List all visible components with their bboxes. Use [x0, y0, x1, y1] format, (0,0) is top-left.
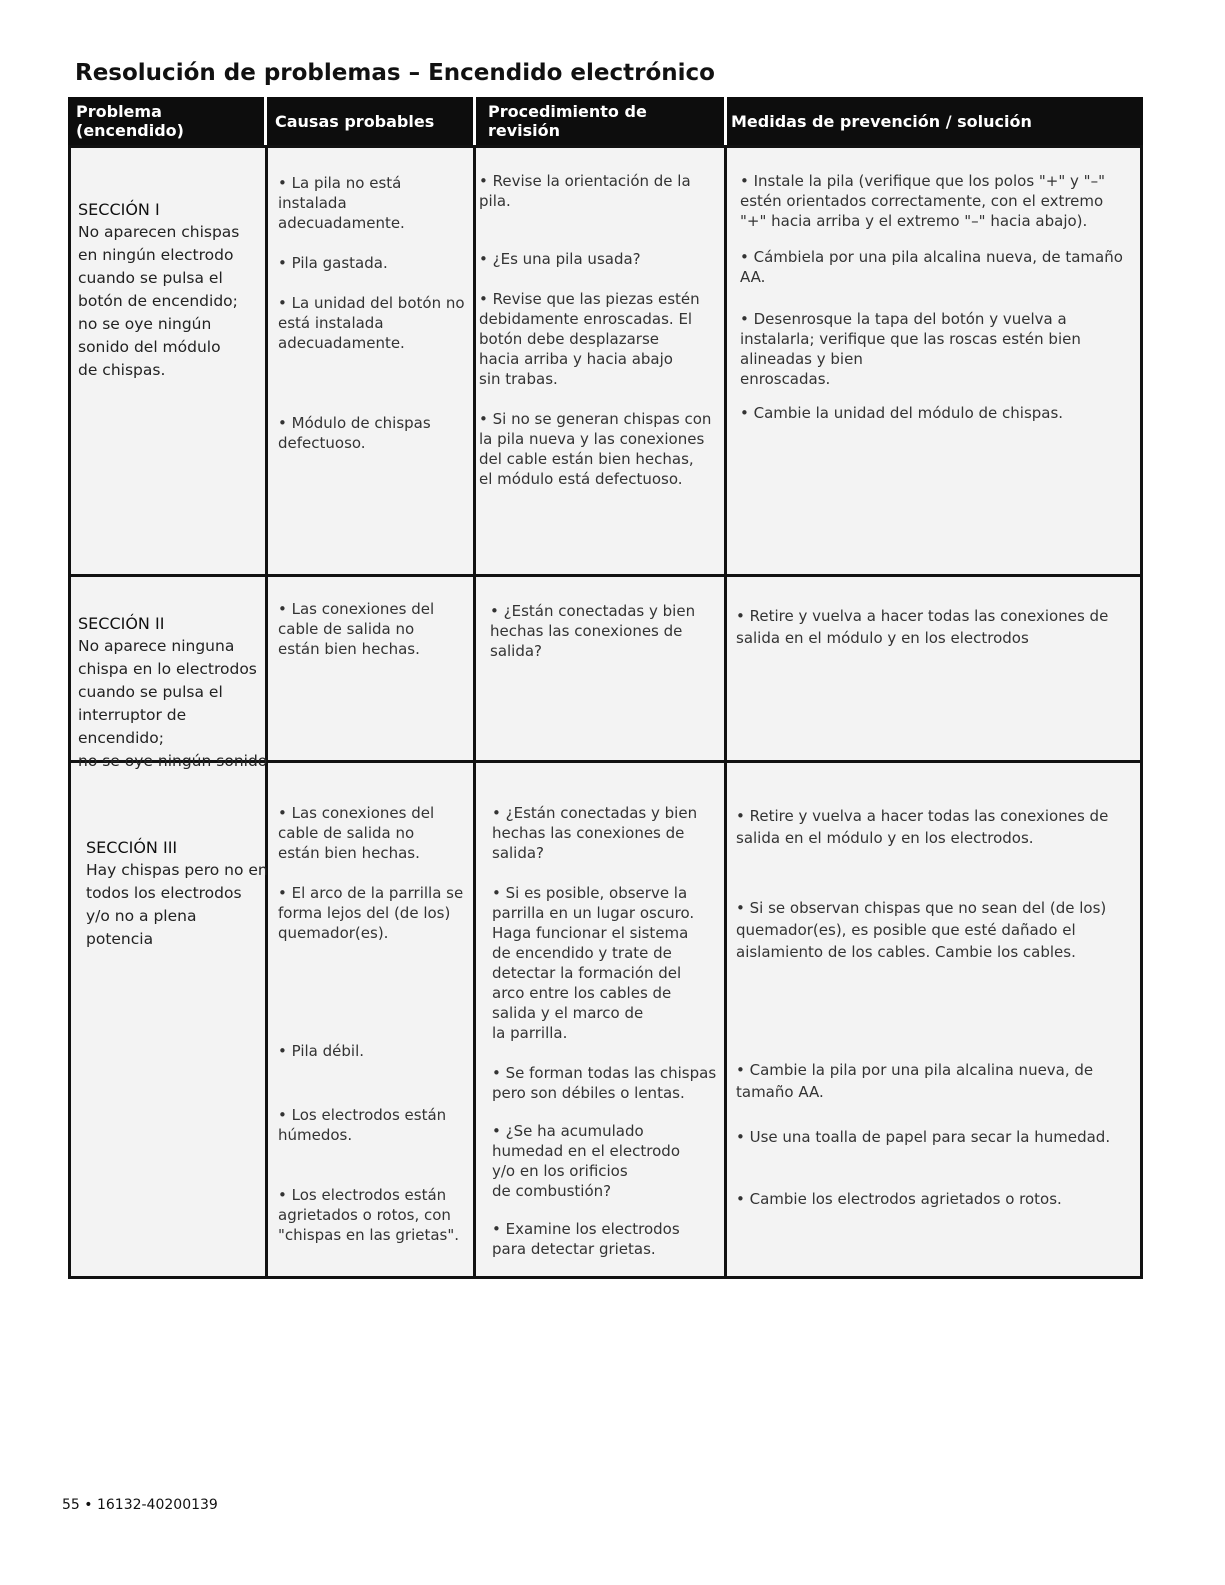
check-1-1: • Revise la orientación de la pila. [479, 171, 691, 211]
section-3-problem [86, 813, 268, 951]
cause-3-2: • El arco de la parrilla se forma lejos del (de los) quemador(es). [278, 883, 463, 943]
check-1-3: • Revise que las piezas estén debidamente enroscadas. El botón debe desplazarse hacia arriba y hacia abajo sin trabas. [479, 289, 700, 389]
section-3-title: SECCIÓN III [86, 838, 178, 857]
solution-3-1: • Retire y vuelva a hacer todas las conexiones de salida en el módulo y en los electrodos. [736, 805, 1108, 849]
header-problem: Problema (encendido) [68, 97, 264, 145]
page-footer: 55 • 16132-40200139 [62, 1497, 218, 1513]
solution-3-5: • Cambie los electrodos agrietados o rotos. [736, 1189, 1062, 1209]
cause-3-5: • Los electrodos están agrietados o rotos, con "chispas en las grietas". [278, 1185, 459, 1245]
section-1-description: No aparecen chispas en ningún electrodo cuando se pulsa el botón de encendido; no se oye ningún sonido del módulo de chispas. [78, 223, 240, 379]
check-1-2: • ¿Es una pila usada? [479, 249, 641, 269]
cause-1-2: • Pila gastada. [278, 253, 388, 273]
cell-s2-solutions [724, 574, 1143, 763]
cause-3-1: • Las conexiones del cable de salida no están bien hechas. [278, 803, 434, 863]
page-title: Resolución de problemas – Encendido electrónico [75, 60, 715, 86]
section-2-title: SECCIÓN II [78, 614, 165, 633]
cause-1-1: • La pila no está instalada adecuadamente. [278, 173, 405, 233]
section-1-title: SECCIÓN I [78, 200, 160, 219]
check-3-4: • ¿Se ha acumulado humedad en el electrodo y/o en los orificios de combustión? [492, 1121, 680, 1201]
check-1-4: • Si no se generan chispas con la pila nueva y las conexiones del cable están bien hechas, el módulo está defectuoso. [479, 409, 711, 489]
check-3-5: • Examine los electrodos para detectar grietas. [492, 1219, 680, 1259]
check-3-1: • ¿Están conectadas y bien hechas las conexiones de salida? [492, 803, 697, 863]
section-1-problem [78, 175, 239, 382]
cause-3-3: • Pila débil. [278, 1041, 364, 1061]
header-checks: Procedimiento de revisión [476, 97, 724, 145]
solution-1-3: • Desenrosque la tapa del botón y vuelva a instalarla; verifique que las roscas estén bien alineadas y bien enroscadas. [740, 309, 1081, 389]
cause-1-3: • La unidad del botón no está instalada adecuadamente. [278, 293, 465, 353]
check-3-3: • Se forman todas las chispas pero son débiles o lentas. [492, 1063, 716, 1103]
solution-3-2: • Si se observan chispas que no sean del (de los) quemador(es), es posible que esté dañado el aislamiento de los cables. Cambie los cables. [736, 897, 1106, 963]
header-solutions: Medidas de prevención / solución [727, 97, 1143, 145]
header-causes: Causas probables [267, 97, 473, 145]
solution-1-1: • Instale la pila (verifique que los polos "+" y "–" estén orientados correctamente, con el extremo "+" hacia arriba y el extremo "–" hacia abajo). [740, 171, 1105, 231]
section-3-description: Hay chispas pero no en todos los electrodos y/o no a plena potencia [86, 861, 268, 948]
solution-1-2: • Cámbiela por una pila alcalina nueva, de tamaño AA. [740, 247, 1123, 287]
solution-2-1: • Retire y vuelva a hacer todas las conexiones de salida en el módulo y en los electrodos [736, 605, 1108, 649]
check-3-2: • Si es posible, observe la parrilla en un lugar oscuro. Haga funcionar el sistema de encendido y trate de detectar la formación del arco entre los cables de salida y el marco de la parrilla. [492, 883, 694, 1043]
solution-3-4: • Use una toalla de papel para secar la humedad. [736, 1127, 1110, 1147]
cause-1-4: • Módulo de chispas defectuoso. [278, 413, 431, 453]
cause-2-1: • Las conexiones del cable de salida no están bien hechas. [278, 599, 434, 659]
cause-3-4: • Los electrodos están húmedos. [278, 1105, 446, 1145]
troubleshooting-table [68, 97, 1143, 1279]
section-2-problem [78, 589, 267, 773]
solution-3-3: • Cambie la pila por una pila alcalina nueva, de tamaño AA. [736, 1059, 1093, 1103]
section-2-description: No aparece ninguna chispa en lo electrodos cuando se pulsa el interruptor de encendido; no se oye ningún sonido [78, 637, 268, 770]
solution-1-4: • Cambie la unidad del módulo de chispas. [740, 403, 1063, 423]
check-2-1: • ¿Están conectadas y bien hechas las conexiones de salida? [490, 601, 695, 661]
